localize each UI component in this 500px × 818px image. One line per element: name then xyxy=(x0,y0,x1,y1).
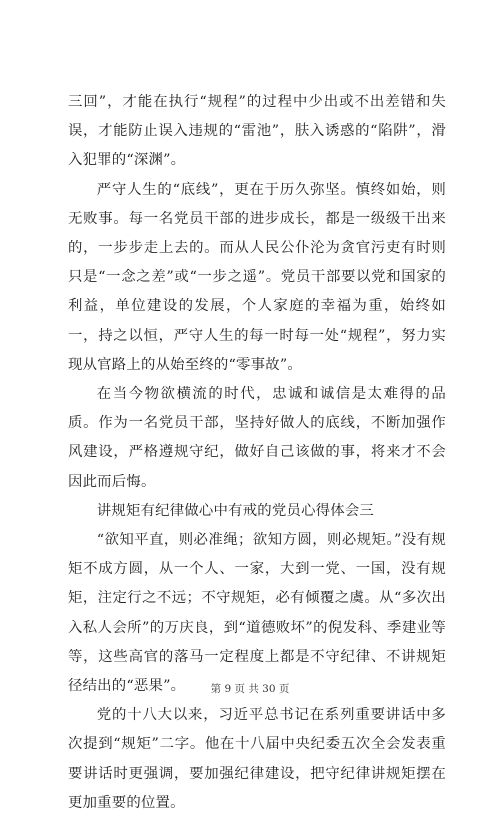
paragraph-continuation: 三回”，才能在执行“规程”的过程中少出或不出差错和失误，才能防止误入违规的“雷池”，肤入诱惑的“陷阱”，滑入犯罪的“深渊”。 xyxy=(68,94,446,169)
paragraph-eighteenth-congress: 党的十八大以来，习近平总书记在系列重要讲话中多次提到“规矩”二字。他在十八届中央纪委五次全会发表重要讲话时更强调，要加强纪律建设，把守纪律讲规矩摆在更加重要的位置。 xyxy=(68,707,446,811)
document-body xyxy=(68,88,446,818)
paragraph-bottom-line: 严守人生的“底线”，更在于历久弥坚。慎终如始，则无败事。每一名党员干部的进步成长，都是一级级干出来的，一步步走上去的。而从人民公仆沦为贪官污吏有时则只是“一念之差”或“一步之遥”。党员干部要以党和国家的利益，单位建设的发展，个人家庭的幸福为重，始终如一，持之以恒，严守人生的每一时每一处“规程”，努力实现从官路上的从始至终的“零事故”。 xyxy=(68,181,446,373)
paragraph-loyalty: 在当今物欲横流的时代，忠诚和诚信是太难得的品质。作为一名党员干部，坚持好做人的底线，不断加强作风建设，严格遵规守纪，做好自己该做的事，将来才不会因此而后悔。 xyxy=(68,386,446,490)
section-heading: 讲规矩有纪律做心中有戒的党员心得体会三 xyxy=(96,502,375,519)
page-number-footer: 第 9 页 共 30 页 xyxy=(210,683,290,695)
paragraph-rules-quote: “欲知平直，则必准绳；欲知方圆，则必规矩。”没有规矩不成方圆，从一个人、一家，大到一党、一国，没有规矩，注定行之不远；不守规矩，必有倾覆之虞。从“多次出入私人会所”的万庆良，到“道德败坏”的倪发科、季建业等等，这些高官的落马一定程度上都是不守纪律、不讲规矩径结出的“恶果”。 xyxy=(68,532,446,695)
